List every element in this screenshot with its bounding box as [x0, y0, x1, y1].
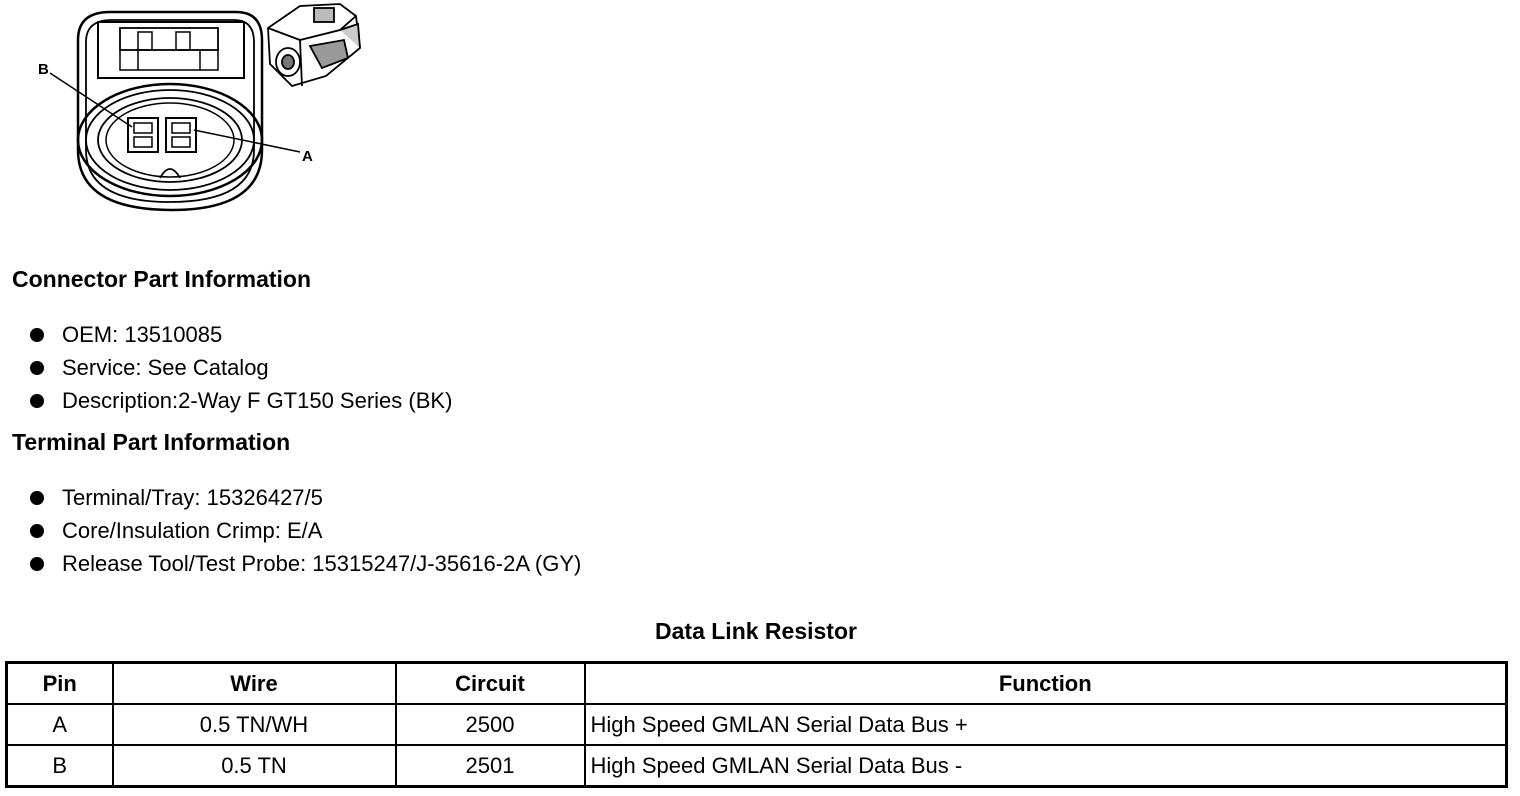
wire-cell: 0.5 TN — [113, 745, 396, 787]
terminal-part-list — [30, 481, 581, 580]
connector-diagram — [0, 0, 380, 225]
table-header-row — [7, 663, 1507, 705]
column-header-circuit: Circuit — [396, 663, 585, 705]
connector-description-text: Description:2-Way F GT150 Series (BK) — [62, 388, 453, 413]
table-row — [7, 704, 1507, 745]
connector-oem-text: OEM: 13510085 — [62, 322, 223, 347]
list-item — [30, 547, 581, 580]
function-cell: High Speed GMLAN Serial Data Bus - — [585, 745, 1507, 787]
bullet-icon — [30, 491, 44, 505]
column-header-function: Function — [585, 663, 1507, 705]
list-item — [30, 318, 452, 351]
data-link-resistor-table — [5, 661, 1508, 788]
terminal-cavity-b — [128, 118, 158, 152]
circuit-cell: 2501 — [396, 745, 585, 787]
terminal-tray-text: Terminal/Tray: 15326427/5 — [62, 485, 323, 510]
terminal-cavity-a — [166, 118, 196, 152]
leader-line-a — [194, 130, 300, 152]
bullet-icon — [30, 328, 44, 342]
pin-cell: B — [7, 745, 113, 787]
pin-label-b: B — [38, 61, 49, 78]
connector-part-list — [30, 318, 452, 417]
wire-cell: 0.5 TN/WH — [113, 704, 396, 745]
table-row — [7, 745, 1507, 787]
circuit-cell: 2500 — [396, 704, 585, 745]
list-item — [30, 481, 581, 514]
column-header-wire: Wire — [113, 663, 396, 705]
list-item — [30, 351, 452, 384]
terminal-crimp-text: Core/Insulation Crimp: E/A — [62, 518, 323, 543]
terminal-part-information-heading: Terminal Part Information — [12, 429, 291, 455]
bullet-icon — [30, 557, 44, 571]
function-cell: High Speed GMLAN Serial Data Bus + — [585, 704, 1507, 745]
table-title: Data Link Resistor — [655, 618, 857, 644]
connector-service-text: Service: See Catalog — [62, 355, 269, 380]
bullet-icon — [30, 524, 44, 538]
terminal-release-tool-text: Release Tool/Test Probe: 15315247/J-35616-2A (GY) — [62, 551, 582, 576]
column-header-pin: Pin — [7, 663, 113, 705]
list-item — [30, 514, 581, 547]
connector-isometric-view — [268, 4, 360, 86]
pin-cell: A — [7, 704, 113, 745]
list-item — [30, 384, 452, 417]
bullet-icon — [30, 361, 44, 375]
pin-label-a: A — [302, 148, 313, 165]
bullet-icon — [30, 394, 44, 408]
connector-part-information-heading: Connector Part Information — [12, 266, 312, 292]
